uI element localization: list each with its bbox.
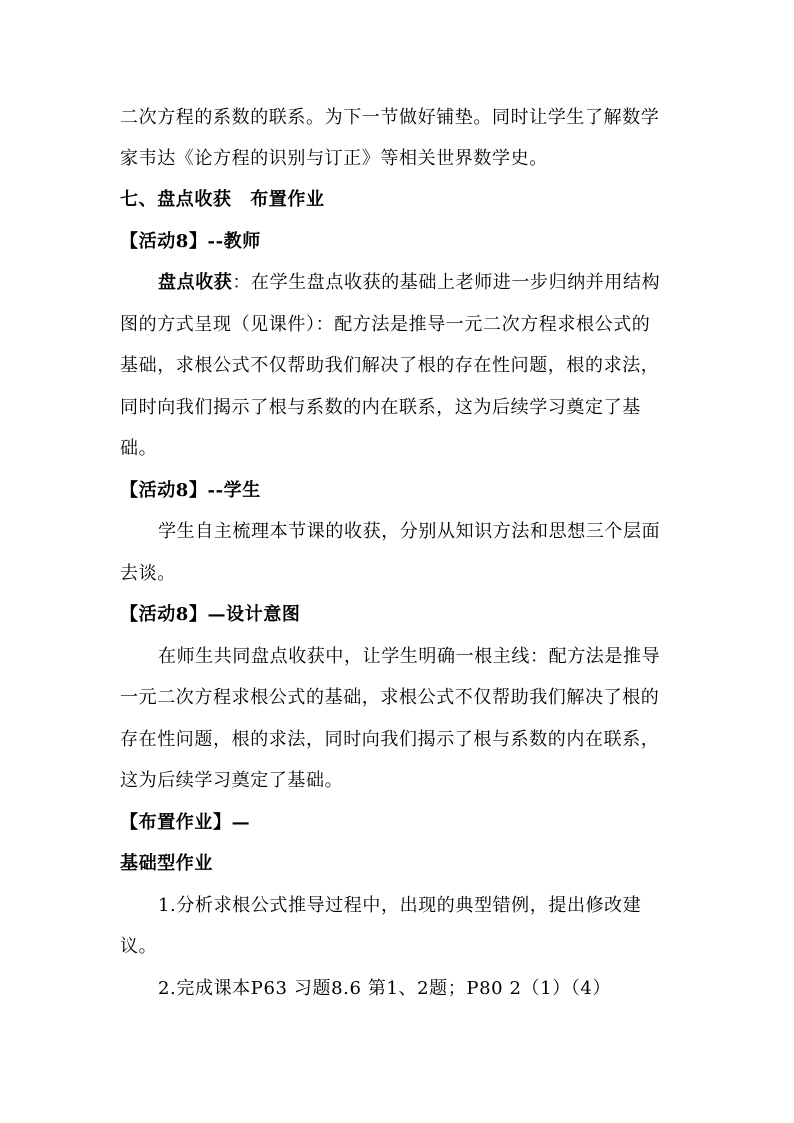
harvest-paragraph-line: 同时向我们揭示了根与系数的内在联系，这为后续学习奠定了基 [120, 397, 641, 418]
student-paragraph-line: 去谈。 [120, 563, 176, 584]
harvest-paragraph-line: 基础，求根公式不仅帮助我们解决了根的存在性问题，根的求法， [120, 355, 660, 376]
activity-heading-student: 【活动8】--学生 [120, 480, 261, 501]
harvest-paragraph-line: 图的方式呈现（见课件）：配方法是推导一元二次方程求根公式的 [120, 314, 651, 335]
basic-homework-heading: 基础型作业 [120, 853, 213, 874]
paragraph-line: 家韦达《论方程的识别与订正》等相关世界数学史。 [120, 148, 548, 169]
design-paragraph-line: 存在性问题，根的求法，同时向我们揭示了根与系数的内在联系， [120, 729, 660, 750]
paragraph-line: 二次方程的系数的联系。为下一节做好铺垫。同时让学生了解数学 [120, 107, 660, 128]
section-heading: 七、盘点收获 布置作业 [120, 189, 325, 210]
harvest-label: 盘点收获 [158, 272, 233, 293]
harvest-text: ：在学生盘点收获的基础上老师进一步归纳并用结构 [232, 272, 661, 293]
homework-heading: 【布置作业】— [120, 812, 251, 833]
homework-item-1-line: 议。 [120, 936, 158, 957]
activity-heading-design: 【活动8】—设计意图 [120, 604, 301, 625]
harvest-paragraph-line [158, 272, 660, 294]
design-paragraph-line: 这为后续学习奠定了基础。 [120, 770, 344, 791]
activity-heading-teacher: 【活动8】--教师 [120, 231, 261, 252]
student-paragraph-line: 学生自主梳理本节课的收获，分别从知识方法和思想三个层面 [158, 521, 661, 542]
homework-item-1-line: 1.分析求根公式推导过程中，出现的典型错例，提出修改建 [158, 895, 642, 916]
design-paragraph-line: 一元二次方程求根公式的基础，求根公式不仅帮助我们解决了根的 [120, 687, 660, 708]
harvest-paragraph-line: 础。 [120, 438, 158, 459]
design-paragraph-line: 在师生共同盘点收获中，让学生明确一根主线：配方法是推导 [158, 646, 661, 667]
homework-item-2-line: 2.完成课本P63 习题8.6 第1、2题；P80 2（1）（4） [158, 978, 612, 999]
